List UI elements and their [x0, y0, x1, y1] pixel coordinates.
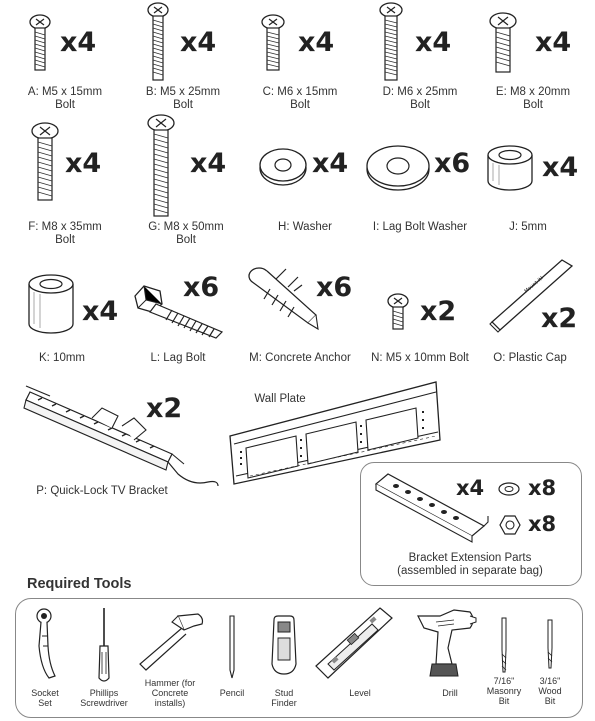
bolt-b-icon	[146, 2, 170, 82]
pencil-label: Pencil	[219, 688, 245, 698]
quick-lock-bracket-p-label: P: Quick-Lock TV Bracket	[36, 485, 168, 497]
level-icon	[314, 606, 394, 682]
stud-finder-icon	[270, 614, 298, 676]
bolt-d-icon	[378, 2, 404, 82]
masonry-bit-label: 7/16" Masonry Bit	[486, 676, 522, 706]
concrete-anchor-m-quantity: x6	[316, 272, 353, 303]
bolt-b-quantity: x4	[180, 27, 217, 58]
bolt-c-icon	[260, 14, 286, 72]
lag-bolt-l-quantity: x6	[183, 272, 220, 303]
bolt-f-label: F: M8 x 35mm Bolt	[28, 221, 102, 246]
lag-bolt-l-label: L: Lag Bolt	[150, 352, 206, 364]
required-tools-title: Required Tools	[27, 576, 132, 592]
bolt-c-label: C: M6 x 15mm Bolt	[262, 86, 338, 111]
bolt-g-label: G: M8 x 50mm Bolt	[148, 221, 224, 246]
spacer-j-label: J: 5mm	[509, 221, 547, 233]
extension-arm-quantity: x4	[456, 476, 485, 500]
washer-h-icon	[258, 146, 308, 188]
svg-text:Mount-It!: Mount-It!	[523, 275, 545, 295]
bolt-b-label: B: M5 x 25mm Bolt	[145, 86, 221, 111]
socket-set-label: Socket Set	[31, 688, 59, 708]
hammer-label: Hammer (for Concrete installs)	[144, 678, 196, 708]
wood-bit-icon	[546, 618, 554, 670]
socket-set-icon	[33, 606, 59, 682]
bolt-f-quantity: x4	[65, 148, 102, 179]
bolt-g-quantity: x4	[190, 148, 227, 179]
pencil-icon	[227, 612, 237, 680]
hammer-icon	[136, 612, 206, 674]
bolt-n-quantity: x2	[420, 296, 457, 327]
wall-plate-label: Wall Plate	[254, 393, 306, 405]
washer-h-label: H: Washer	[278, 221, 332, 233]
bolt-c-quantity: x4	[298, 27, 335, 58]
quick-lock-bracket-p-icon	[22, 382, 222, 494]
bolt-e-label: E: M8 x 20mm Bolt	[495, 86, 571, 111]
plastic-cap-o-quantity: x2	[541, 303, 578, 334]
spacer-k-quantity: x4	[82, 296, 119, 327]
concrete-anchor-m-label: M: Concrete Anchor	[249, 352, 351, 364]
bolt-e-icon	[488, 12, 518, 74]
bolt-f-icon	[30, 122, 60, 202]
bolt-a-label: A: M5 x 15mm Bolt	[27, 86, 103, 111]
lag-bolt-washer-i-icon	[365, 142, 431, 192]
extension-nut-quantity: x8	[528, 512, 557, 536]
level-label: Level	[349, 688, 371, 698]
spacer-k-label: K: 10mm	[38, 352, 85, 364]
bolt-n-label: N: M5 x 10mm Bolt	[371, 352, 469, 364]
spacer-j-quantity: x4	[542, 152, 579, 183]
quick-lock-bracket-p-quantity: x2	[146, 393, 183, 424]
phillips-screwdriver-icon	[95, 606, 113, 684]
bolt-e-quantity: x4	[535, 27, 572, 58]
bolt-n-icon	[386, 293, 410, 331]
lag-bolt-washer-i-label: I: Lag Bolt Washer	[372, 221, 468, 233]
lag-bolt-washer-i-quantity: x6	[434, 148, 471, 179]
extension-washer-icon	[497, 481, 521, 497]
extension-washer-quantity: x8	[528, 476, 557, 500]
masonry-bit-icon	[499, 614, 509, 674]
bolt-d-quantity: x4	[415, 27, 452, 58]
bolt-d-label: D: M6 x 25mm Bolt	[382, 86, 458, 111]
washer-h-quantity: x4	[312, 148, 349, 179]
drill-label: Drill	[442, 688, 458, 698]
extension-nut-icon	[499, 514, 521, 536]
bolt-a-icon	[28, 14, 52, 72]
spacer-j-icon	[485, 143, 535, 193]
drill-icon	[414, 604, 478, 678]
bracket-extension-label: Bracket Extension Parts (assembled in separate bag)	[397, 552, 543, 577]
bolt-g-icon	[146, 114, 176, 218]
phillips-screwdriver-label: Phillips Screwdriver	[80, 688, 128, 708]
plastic-cap-o-label: O: Plastic Cap	[493, 352, 567, 364]
stud-finder-label: Stud Finder	[271, 688, 297, 708]
spacer-k-icon	[26, 272, 76, 336]
wood-bit-label: 3/16" Wood Bit	[538, 676, 562, 706]
bolt-a-quantity: x4	[60, 27, 97, 58]
